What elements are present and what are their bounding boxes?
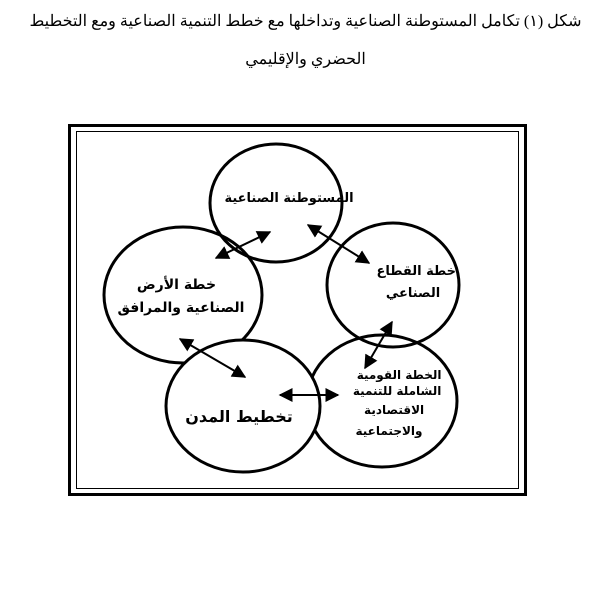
circle-national-plan [307, 335, 457, 467]
circle-city-planning [166, 340, 320, 472]
label-industrial-sector-plan: خطة القطاع الصناعي [376, 264, 457, 301]
label-city-planning: تخطيط المدن [185, 407, 293, 426]
circle-industrial-sector-plan [327, 223, 459, 347]
label-industrial-settlement: المستوطنة الصناعية [224, 191, 354, 206]
figure-caption-line-1: شكل (١) تكامل المستوطنة الصناعية وتداخلها مع خطط التنمية الصناعية ومع التخطيط [29, 13, 582, 30]
figure-caption-line-2: الحضري والإقليمي [245, 51, 366, 68]
label-land-plan: خطة الأرض الصناعية والمرافق [117, 277, 245, 316]
label-national-plan: الخطة القومية الشاملة للتنمية الاقتصادية والاجتماعية [352, 368, 442, 438]
arrow-sector-plan-national-plan [365, 322, 392, 368]
